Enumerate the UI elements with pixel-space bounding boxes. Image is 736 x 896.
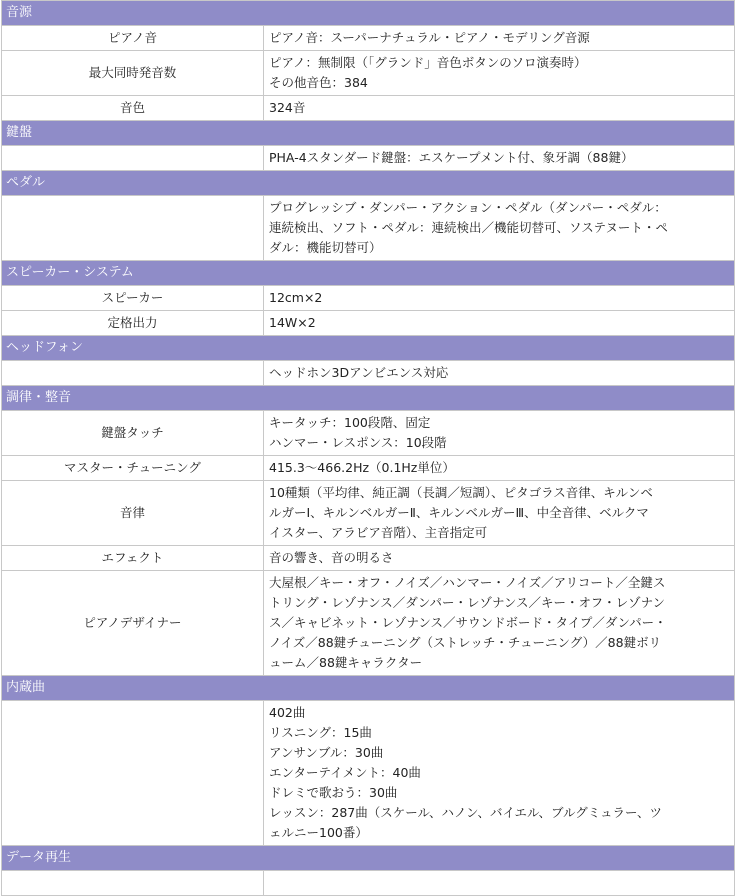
spec-value-line: プログレッシブ・ダンパー・アクション・ペダル（ダンパー・ペダル：	[269, 200, 667, 215]
spec-row	[2, 411, 735, 456]
section-title: データ再生	[2, 846, 735, 871]
spec-value	[264, 871, 735, 896]
spec-value-line: リスニング：15曲	[269, 725, 372, 740]
section-title: ペダル	[2, 171, 735, 196]
spec-table-body	[2, 1, 735, 896]
spec-label: スピーカー	[2, 286, 264, 311]
section-header	[2, 386, 735, 411]
spec-label: 音律	[2, 481, 264, 546]
spec-value	[264, 196, 735, 261]
spec-value	[264, 26, 735, 51]
spec-value	[264, 146, 735, 171]
spec-value-line: その他音色：384	[269, 75, 368, 90]
spec-row	[2, 96, 735, 121]
spec-label	[2, 361, 264, 386]
spec-value-line: ルガーⅠ、キルンベルガーⅡ、キルンベルガーⅢ、中全音律、ベルクマ	[269, 505, 649, 520]
spec-value-line: ドレミで歌おう：30曲	[269, 785, 398, 800]
spec-value	[264, 96, 735, 121]
section-header	[2, 676, 735, 701]
section-header	[2, 846, 735, 871]
spec-row	[2, 311, 735, 336]
section-header	[2, 261, 735, 286]
spec-value-line: ューム／88鍵キャラクター	[269, 655, 423, 670]
spec-value-line: 402曲	[269, 705, 306, 720]
section-header	[2, 1, 735, 26]
spec-value-line: ピアノ：無制限（「グランド」音色ボタンのソロ演奏時）	[269, 55, 587, 70]
spec-row	[2, 871, 735, 896]
section-title: ヘッドフォン	[2, 336, 735, 361]
spec-value	[264, 411, 735, 456]
spec-value	[264, 51, 735, 96]
spec-value	[264, 546, 735, 571]
spec-value-line: イスター、アラビア音階）、主音指定可	[269, 525, 488, 540]
section-title: 音源	[2, 1, 735, 26]
spec-label: 最大同時発音数	[2, 51, 264, 96]
section-title: 内蔵曲	[2, 676, 735, 701]
spec-label: エフェクト	[2, 546, 264, 571]
spec-value	[264, 481, 735, 546]
spec-label: マスター・チューニング	[2, 456, 264, 481]
spec-row	[2, 481, 735, 546]
spec-label: 鍵盤タッチ	[2, 411, 264, 456]
section-header	[2, 171, 735, 196]
spec-value-line: ス／キャビネット・レゾナンス／サウンドボード・タイプ／ダンパー・	[269, 615, 667, 630]
spec-row	[2, 146, 735, 171]
spec-value-line: ハンマー・レスポンス：10段階	[269, 435, 447, 450]
spec-row	[2, 571, 735, 676]
spec-row	[2, 546, 735, 571]
spec-value-line: 12cm×2	[269, 290, 323, 305]
spec-value-line: 415.3～466.2Hz（0.1Hz単位）	[269, 460, 455, 475]
spec-value	[264, 286, 735, 311]
spec-value-line: ダル：機能切替可）	[269, 240, 382, 255]
spec-row	[2, 456, 735, 481]
spec-label	[2, 196, 264, 261]
spec-label	[2, 871, 264, 896]
spec-row	[2, 26, 735, 51]
spec-value	[264, 701, 735, 846]
spec-value-line: ヘッドホン3Dアンビエンス対応	[269, 365, 449, 380]
section-title: スピーカー・システム	[2, 261, 735, 286]
spec-value	[264, 456, 735, 481]
spec-value	[264, 571, 735, 676]
spec-label	[2, 701, 264, 846]
spec-value-line: トリング・レゾナンス／ダンパー・レゾナンス／キー・オフ・レゾナン	[269, 595, 666, 610]
spec-value-line: 324音	[269, 100, 306, 115]
spec-value-line: 14W×2	[269, 315, 316, 330]
spec-label: ピアノデザイナー	[2, 571, 264, 676]
spec-value-line: エンターテイメント：40曲	[269, 765, 421, 780]
spec-value	[264, 361, 735, 386]
spec-label: 音色	[2, 96, 264, 121]
spec-value-line: ェルニー100番）	[269, 825, 368, 840]
spec-value-line: アンサンブル：30曲	[269, 745, 384, 760]
spec-value	[264, 311, 735, 336]
spec-row	[2, 196, 735, 261]
spec-value-line: レッスン：287曲（スケール、ハノン、バイエル、ブルグミュラー、ツ	[269, 805, 662, 820]
spec-row	[2, 286, 735, 311]
spec-label	[2, 146, 264, 171]
spec-value-line: 大屋根／キー・オフ・ノイズ／ハンマー・ノイズ／アリコート／全鍵ス	[269, 575, 666, 590]
spec-row	[2, 701, 735, 846]
section-title: 調律・整音	[2, 386, 735, 411]
spec-value-line: ピアノ音：スーパーナチュラル・ピアノ・モデリング音源	[269, 30, 590, 45]
spec-row	[2, 361, 735, 386]
spec-value-line: 音の響き、音の明るさ	[269, 550, 394, 565]
spec-value-line: PHA-4スタンダード鍵盤：エスケープメント付、象牙調（88鍵）	[269, 150, 634, 165]
section-header	[2, 336, 735, 361]
section-title: 鍵盤	[2, 121, 735, 146]
spec-table	[1, 0, 735, 896]
spec-value-line: キータッチ：100段階、固定	[269, 415, 431, 430]
spec-value-line: 連続検出、ソフト・ペダル：連続検出／機能切替可、ソステヌート・ペ	[269, 220, 668, 235]
spec-label: 定格出力	[2, 311, 264, 336]
section-header	[2, 121, 735, 146]
spec-label: ピアノ音	[2, 26, 264, 51]
spec-value-line: ノイズ／88鍵チューニング（ストレッチ・チューニング）／88鍵ボリ	[269, 635, 662, 650]
spec-value-line: 10種類（平均律、純正調（長調／短調）、ピタゴラス音律、キルンベ	[269, 485, 653, 500]
spec-row	[2, 51, 735, 96]
